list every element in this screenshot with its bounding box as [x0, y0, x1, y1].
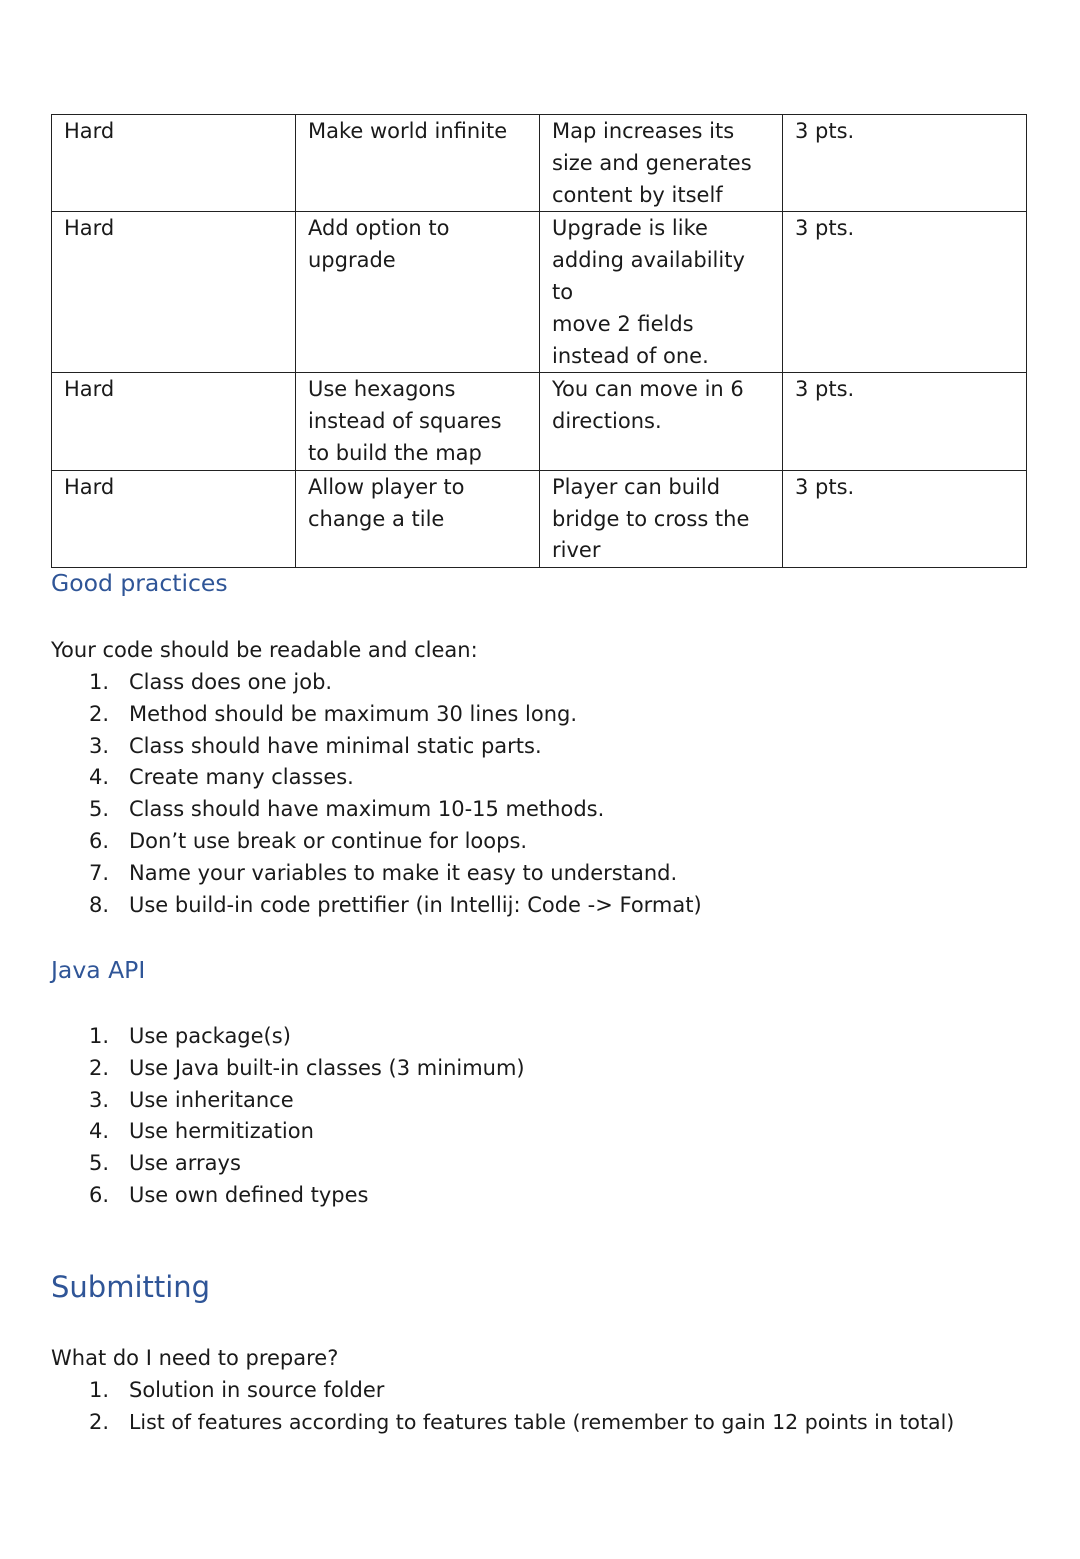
points-cell: 3 pts.: [783, 373, 1027, 470]
good-practices-intro: Your code should be readable and clean:: [51, 638, 478, 662]
feature-cell: Use hexagons instead of squares to build the map: [296, 373, 540, 470]
list-item: 8. Use build-in code prettifier (in Intellij: Code -> Format): [89, 892, 702, 917]
list-item: 4. Use hermitization: [89, 1119, 314, 1144]
list-item: 2. Use Java built-in classes (3 minimum): [89, 1055, 525, 1080]
difficulty-cell: Hard: [52, 373, 296, 470]
features-table: [51, 114, 1027, 568]
java-api-heading: Java API: [51, 956, 146, 984]
difficulty-cell: Hard: [52, 115, 296, 212]
list-item: 7. Name your variables to make it easy to understand.: [89, 860, 678, 885]
list-item: 2. List of features according to features table (remember to gain 12 points in total): [89, 1409, 955, 1434]
points-cell: 3 pts.: [783, 212, 1027, 373]
table-row: [52, 470, 1027, 567]
description-cell: Upgrade is like adding availability to move 2 fields instead of one.: [540, 212, 783, 373]
description-cell: Player can build bridge to cross the river: [540, 470, 783, 567]
submitting-heading: Submitting: [51, 1270, 211, 1304]
list-item: 3. Use inheritance: [89, 1087, 294, 1112]
description-cell: You can move in 6 directions.: [540, 373, 783, 470]
good-practices-list: [0, 667, 702, 921]
list-item: 2. Method should be maximum 30 lines long.: [89, 701, 578, 726]
java-api-list: [0, 1021, 525, 1212]
points-cell: 3 pts.: [783, 470, 1027, 567]
points-cell: 3 pts.: [783, 115, 1027, 212]
table-row: [52, 212, 1027, 373]
good-practices-heading: Good practices: [51, 569, 228, 597]
feature-cell: Make world infinite: [296, 115, 540, 212]
list-item: 6. Use own defined types: [89, 1182, 369, 1207]
difficulty-cell: Hard: [52, 470, 296, 567]
list-item: 6. Don’t use break or continue for loops.: [89, 828, 528, 853]
feature-cell: Allow player to change a tile: [296, 470, 540, 567]
table-row: [52, 373, 1027, 470]
submitting-intro: What do I need to prepare?: [51, 1346, 339, 1370]
difficulty-cell: Hard: [52, 212, 296, 373]
list-item: 1. Use package(s): [89, 1024, 291, 1048]
submitting-list: [0, 1375, 954, 1439]
list-item: 5. Use arrays: [89, 1151, 241, 1176]
table-row: [52, 115, 1027, 212]
list-item: 1. Solution in source folder: [89, 1378, 385, 1402]
description-cell: Map increases its size and generates content by itself: [540, 115, 783, 212]
feature-cell: Add option to upgrade: [296, 212, 540, 373]
list-item: 5. Class should have maximum 10-15 methods.: [89, 797, 605, 822]
list-item: 1. Class does one job.: [89, 670, 333, 694]
list-item: 4. Create many classes.: [89, 765, 354, 790]
list-item: 3. Class should have minimal static parts.: [89, 733, 542, 758]
